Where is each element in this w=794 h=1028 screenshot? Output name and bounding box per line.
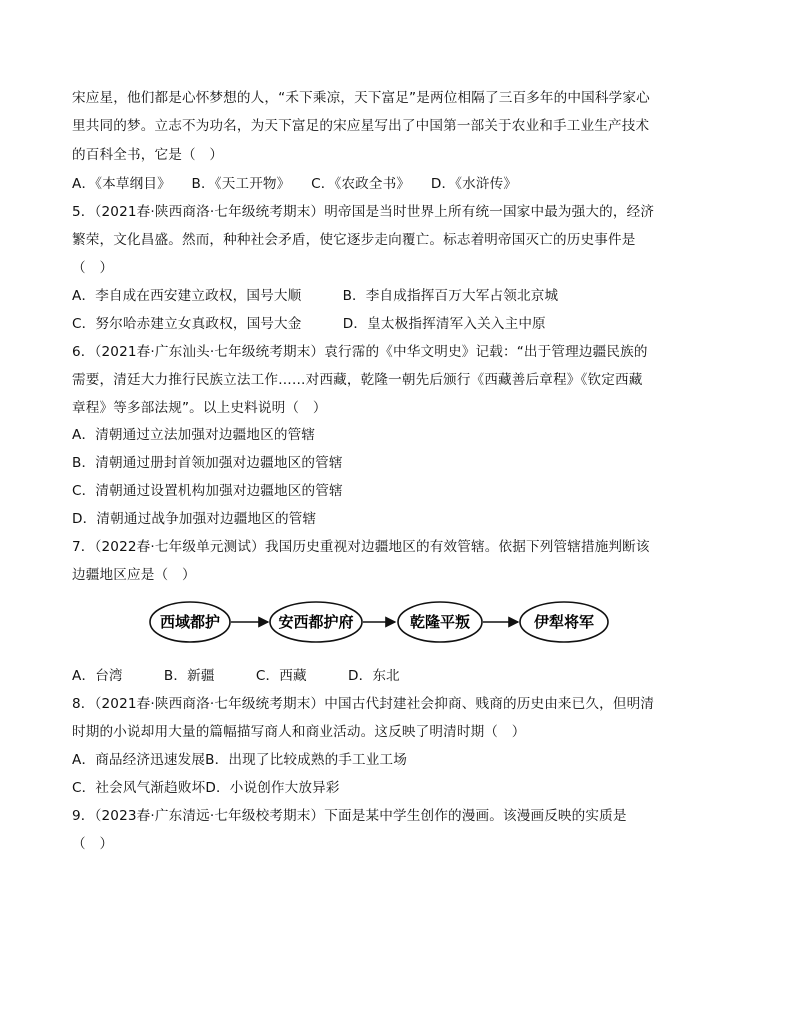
q4-options: A．《本草纲目》 B．《天工开物》 C．《农政全书》 D．《水浒传》 [72, 176, 518, 192]
q7-options: A．台湾 B．新疆 C．西藏 D．东北 [72, 668, 400, 684]
q7-flow-svg [148, 590, 618, 654]
q4-text-line-1: 宋应星，他们都是心怀梦想的人，“禾下乘凉，天下富足”是两位相隔了三百多年的中国科学家心 [72, 90, 650, 106]
flow-node-3-label: 乾隆平叛 [409, 613, 471, 631]
q8-stem-line-1: 8．（2021春·陕西商洛·七年级统考期末）中国古代封建社会抑商、贱商的历史由来已久，但明清 [72, 696, 655, 712]
q8-options-cd: C．社会风气渐趋败坏D．小说创作大放异彩 [72, 780, 340, 796]
q6-stem-line-1: 6．（2021春·广东汕头·七年级统考期末）袁行霈的《中华文明史》记载：“出于管理边疆民族的 [72, 344, 648, 360]
q4-text-line-2: 里共同的梦。立志不为功名，为天下富足的宋应星写出了中国第一部关于农业和手工业生产技术 [72, 118, 650, 134]
q5-stem-line-2: 繁荣，文化昌盛。然而，种种社会矛盾，使它逐步走向覆亡。标志着明帝国灭亡的历史事件是 [72, 232, 636, 248]
q8-options-ab: A．商品经济迅速发展B．出现了比较成熟的手工业工场 [72, 752, 408, 768]
flow-node-2-label: 安西都护府 [278, 613, 354, 631]
q6-stem-line-3: 章程》等多部法规”。以上史料说明（ ） [72, 400, 327, 416]
q7-stem-line-1: 7．（2022春·七年级单元测试）我国历史重视对边疆地区的有效管辖。依据下列管辖措施判断该 [72, 539, 650, 555]
flow-node-4-label: 伊犁将军 [533, 613, 595, 631]
q6-option-c: C．清朝通过设置机构加强对边疆地区的管辖 [72, 483, 343, 499]
q4-text-line-3: 的百科全书，它是（ ） [72, 147, 224, 163]
q5-stem-line-3: （ ） [72, 260, 114, 276]
q8-stem-line-2: 时期的小说却用大量的篇幅描写商人和商业活动。这反映了明清时期（ ） [72, 724, 526, 740]
q7-stem-line-2: 边疆地区应是（ ） [72, 567, 196, 583]
q7-flow-diagram [148, 590, 618, 654]
q6-option-d: D．清朝通过战争加强对边疆地区的管辖 [72, 511, 317, 527]
q6-stem-line-2: 需要，清廷大力推行民族立法工作……对西藏，乾隆一朝先后颁行《西藏善后章程》《钦定西藏 [72, 372, 643, 388]
q9-stem-line-1: 9．（2023春·广东清远·七年级校考期末）下面是某中学生创作的漫画。该漫画反映的实质是 [72, 808, 627, 824]
q5-options-ab: A．李自成在西安建立政权，国号大顺 B．李自成指挥百万大军占领北京城 [72, 288, 559, 304]
flow-node-1-label: 西域都护 [159, 613, 221, 631]
q9-stem-line-2: （ ） [72, 836, 114, 852]
q6-option-a: A．清朝通过立法加强对边疆地区的管辖 [72, 427, 316, 443]
q5-options-cd: C．努尔哈赤建立女真政权，国号大金 D．皇太极指挥清军入关入主中原 [72, 316, 546, 332]
q5-stem-line-1: 5．（2021春·陕西商洛·七年级统考期末）明帝国是当时世界上所有统一国家中最为强大的，经济 [72, 204, 655, 220]
q6-option-b: B．清朝通过册封首领加强对边疆地区的管辖 [72, 455, 343, 471]
